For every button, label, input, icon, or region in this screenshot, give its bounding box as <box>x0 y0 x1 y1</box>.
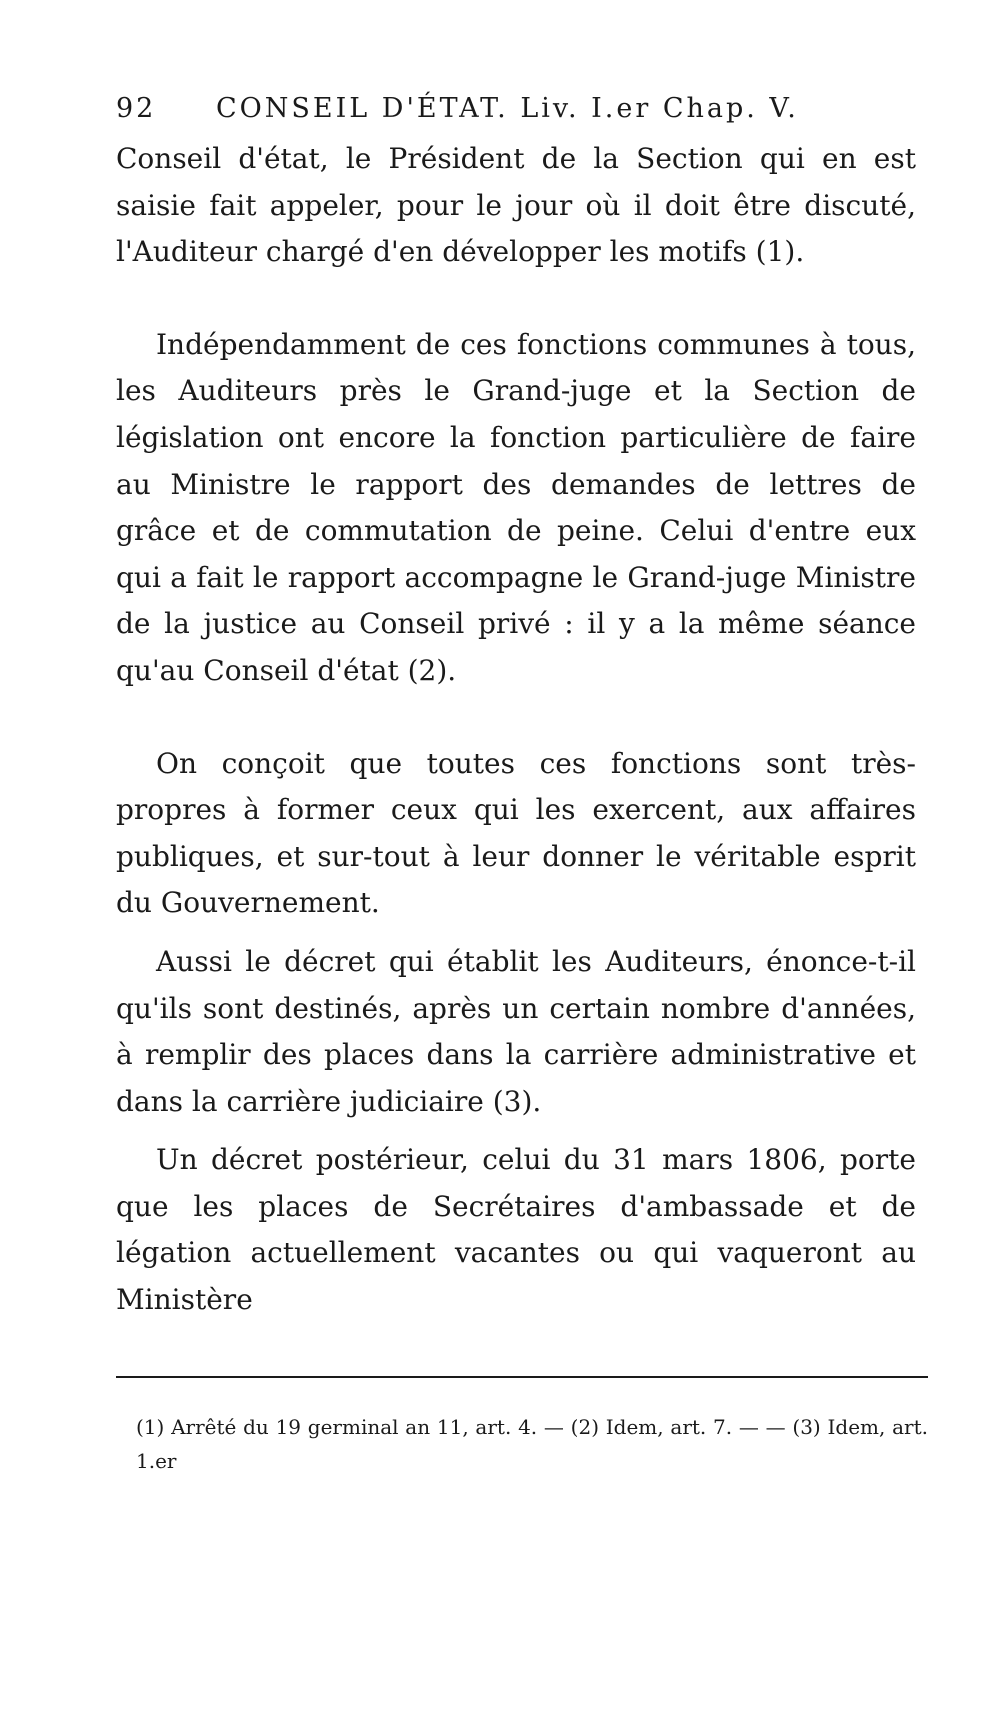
paragraph: Indépendamment de ces fonctions communes à tous, les Auditeurs près le Grand-juge et la Section de législation ont encore la fonction particulière de faire au Ministre le rapport des demandes de lettres de grâce et de commutation de peine. Celui d'entre eux qui a fait le rapport accompagne le Grand-juge Ministre de la justice au Conseil privé : il y a la même séance qu'au Conseil d'état (2). <box>116 327 916 687</box>
footnote-divider <box>116 1376 928 1378</box>
running-header <box>116 88 816 130</box>
footnotes <box>136 1410 928 1478</box>
paragraph: Aussi le décret qui établit les Auditeurs, énonce-t-il qu'ils sont destinés, après un certain nombre d'années, à remplir des places dans la carrière administrative et dans la carrière judiciaire (3). <box>116 944 916 1118</box>
main-text <box>116 136 916 1324</box>
paragraph: Un décret postérieur, celui du 31 mars 1806, porte que les places de Secrétaires d'ambassade et de légation actuellement vacantes ou qui vaqueront au Ministère <box>116 1143 916 1317</box>
paragraph-continuation: Conseil d'état, le Président de la Section qui en est saisie fait appeler, pour le jour où il doit être discuté, l'Auditeur chargé d'en développer les motifs (1). <box>116 142 916 269</box>
running-title: CONSEIL D'ÉTAT. Liv. I.er Chap. V. <box>216 93 799 124</box>
footnote-text: (1) Arrêté du 19 germinal an 11, art. 4. — (2) Idem, art. 7. — — (3) Idem, art. 1.er <box>136 1415 928 1473</box>
paragraph: On conçoit que toutes ces fonctions sont très-propres à former ceux qui les exercent, aux affaires publiques, et sur-tout à leur donner le véritable esprit du Gouvernement. <box>116 746 916 920</box>
page-number: 92 <box>116 93 157 124</box>
